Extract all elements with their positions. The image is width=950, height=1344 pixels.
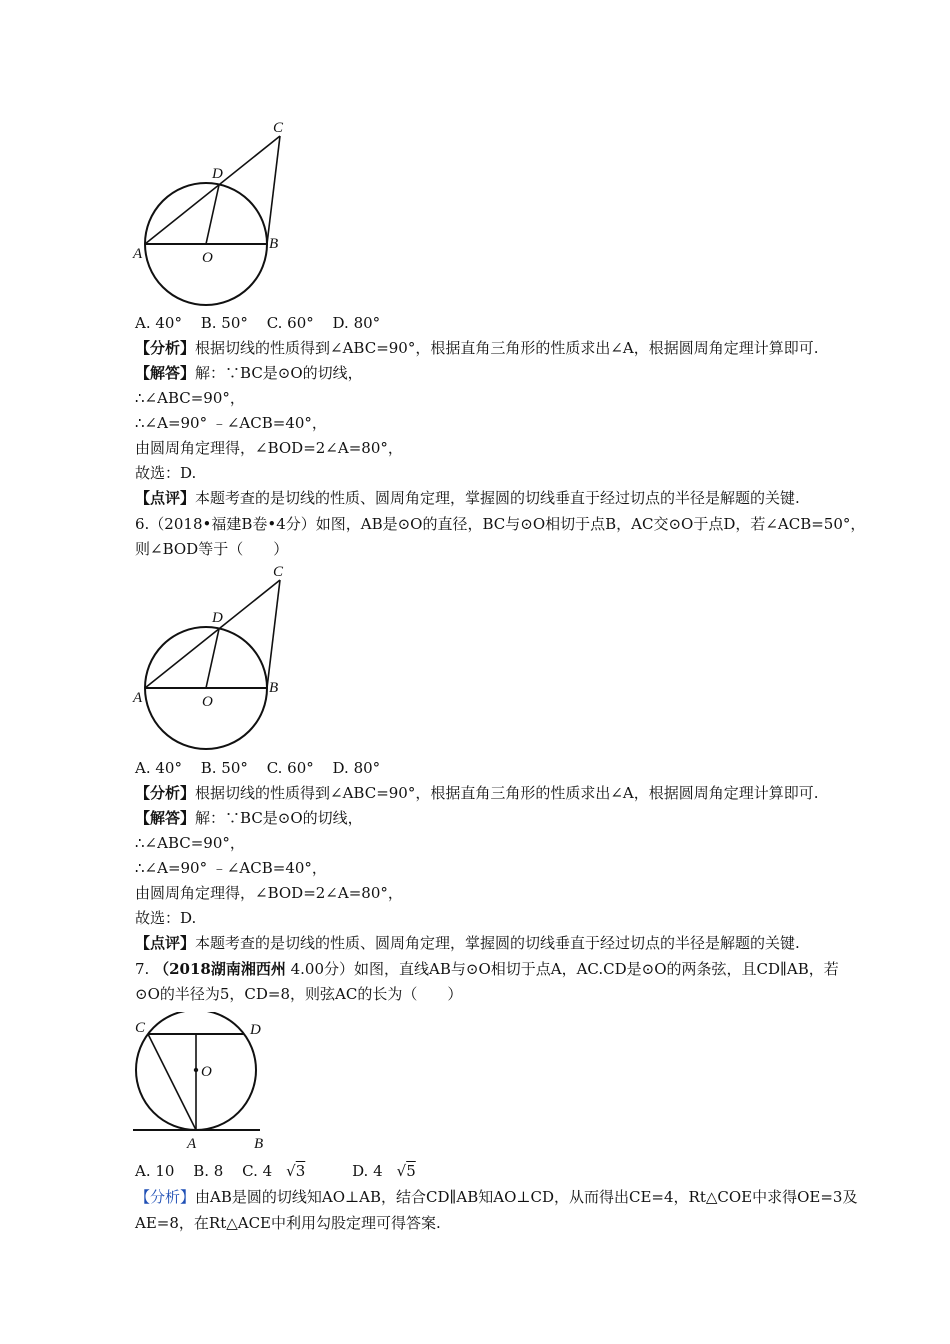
label-c: C [273, 564, 284, 580]
options-2 [135, 757, 394, 779]
option-c: C. 4 √3 [242, 1162, 333, 1180]
sqrt-icon: √3 [286, 1162, 306, 1180]
label-d: D [212, 166, 223, 182]
answer-text: 解：∵BC是⊙O的切线， [195, 364, 363, 382]
comment-text: 本题考查的是切线的性质、圆周角定理，掌握圆的切线垂直于经过切点的半径是解题的关键. [195, 489, 800, 507]
answer-text: 解：∵BC是⊙O的切线， [195, 809, 363, 827]
question-7-text: 4.00分）如图，直线AB与⊙O相切于点A，AC.CD是⊙O的两条弦，且CD∥AB，若 [290, 960, 839, 978]
question-7-line-2: ⊙O的半径为5，CD=8，则弦AC的长为（ ） [135, 985, 463, 1003]
answer-tag: 【解答】 [135, 364, 196, 382]
option-b: B. 50° [200, 314, 248, 332]
option-c: C. 60° [266, 314, 314, 332]
option-d: D. 80° [332, 759, 381, 777]
analysis-2 [135, 782, 819, 804]
analysis-tag: 【分析】 [135, 784, 196, 802]
figure-3-circle-chords [128, 1012, 278, 1152]
step-2-2: ∴∠A=90° ﹣∠ACB=40°， [135, 859, 327, 877]
figure-1-circle-tangent [128, 112, 298, 312]
comment-text: 本题考查的是切线的性质、圆周角定理，掌握圆的切线垂直于经过切点的半径是解题的关键. [195, 934, 800, 952]
option-a: A. 40° [135, 759, 182, 777]
figure-2-circle-tangent [128, 556, 298, 756]
step-1-4: 故选：D. [135, 464, 197, 482]
label-a: A [133, 246, 143, 262]
options-3 [135, 1160, 458, 1182]
label-o: O [202, 250, 213, 266]
analysis-tag: 【分析】 [135, 339, 196, 357]
label-a: A [133, 690, 143, 706]
option-c: C. 60° [266, 759, 314, 777]
option-b: B. 50° [200, 759, 248, 777]
step-1-1: ∴∠ABC=90°， [135, 389, 245, 407]
analysis-text: 根据切线的性质得到∠ABC=90°，根据直角三角形的性质求出∠A，根据圆周角定理计算即可. [195, 784, 819, 802]
answer-tag: 【解答】 [135, 809, 196, 827]
question-6-line-1: 6.（2018•福建B卷•4分）如图，AB是⊙O的直径，BC与⊙O相切于点B，AC交⊙O于点D，若∠ACB=50°， [135, 515, 866, 533]
question-7-line-1 [135, 958, 839, 980]
analysis-3-line-2: AE=8，在Rt△ACE中利用勾股定理可得答案. [135, 1214, 441, 1232]
label-c: C [135, 1020, 146, 1036]
step-2-4: 故选：D. [135, 909, 197, 927]
answer-2 [135, 807, 363, 829]
label-o: O [201, 1064, 212, 1080]
label-b: B [254, 1136, 264, 1152]
label-o: O [202, 694, 213, 710]
question-7-source: （2018湖南湘西州 [154, 960, 286, 978]
analysis-tag: 【分析】 [135, 1188, 196, 1206]
sqrt-icon: √5 [396, 1162, 416, 1180]
comment-1 [135, 487, 800, 509]
analysis-1 [135, 337, 819, 359]
label-b: B [269, 236, 279, 252]
option-a: A. 10 [135, 1162, 175, 1180]
option-d: D. 80° [332, 314, 381, 332]
comment-2 [135, 932, 800, 954]
question-6-line-2: 则∠BOD等于（ ） [135, 540, 289, 558]
option-d: D. 4 √5 [352, 1162, 444, 1180]
option-a: A. 40° [135, 314, 182, 332]
label-c: C [273, 120, 284, 136]
answer-1 [135, 362, 363, 384]
options-1 [135, 312, 394, 334]
question-7-number: 7. [135, 960, 150, 978]
label-d: D [212, 610, 223, 626]
step-1-3: 由圆周角定理得，∠BOD=2∠A=80°， [135, 439, 403, 457]
analysis-3-line-1 [135, 1186, 857, 1208]
comment-tag: 【点评】 [135, 934, 196, 952]
label-b: B [269, 680, 279, 696]
comment-tag: 【点评】 [135, 489, 196, 507]
option-b: B. 8 [193, 1162, 224, 1180]
step-1-2: ∴∠A=90° ﹣∠ACB=40°， [135, 414, 327, 432]
label-d: D [250, 1022, 261, 1038]
analysis-text: 由AB是圆的切线知AO⊥AB，结合CD∥AB知AO⊥CD，从而得出CE=4，Rt△COE中求得OE=3及 [195, 1188, 858, 1206]
analysis-text: 根据切线的性质得到∠ABC=90°，根据直角三角形的性质求出∠A，根据圆周角定理计算即可. [195, 339, 819, 357]
step-2-1: ∴∠ABC=90°， [135, 834, 245, 852]
label-a: A [187, 1136, 197, 1152]
step-2-3: 由圆周角定理得，∠BOD=2∠A=80°， [135, 884, 403, 902]
